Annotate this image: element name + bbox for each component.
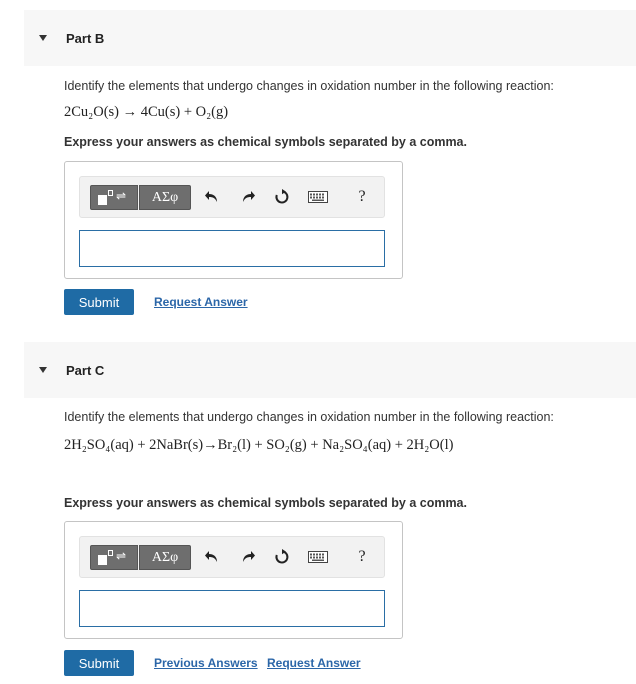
templates-icon <box>98 555 107 565</box>
part-c-title: Part C <box>66 362 105 378</box>
part-c-request-answer-link[interactable]: Request Answer <box>267 656 361 670</box>
part-c-previous-answers-link[interactable]: Previous Answers <box>154 656 258 670</box>
templates-icon-small-box <box>108 190 113 196</box>
part-c-prompt: Identify the elements that undergo changes in oxidation number in the following reaction: <box>64 410 554 424</box>
part-b-instruction: Express your answers as chemical symbols separated by a comma. <box>64 135 467 149</box>
part-b-answer-input[interactable] <box>79 230 385 267</box>
part-c-equation: 2H₂SO₄(aq) + 2NaBr(s)→Br₂(l) + SO₂(g) + Na₂SO₄(aq) + 2H₂O(l) <box>64 437 454 453</box>
caret-down-icon[interactable] <box>39 35 47 41</box>
templates-button[interactable] <box>90 185 138 210</box>
part-b-prompt: Identify the elements that undergo changes in oxidation number in the following reaction: <box>64 79 554 93</box>
part-c-instruction: Express your answers as chemical symbols separated by a comma. <box>64 496 467 510</box>
keyboard-icon[interactable] <box>308 187 328 207</box>
templates-icon <box>98 195 107 205</box>
templates-arrow-icon: ⇌ <box>116 189 127 203</box>
templates-arrow-icon: ⇌ <box>116 549 127 563</box>
part-b-request-answer-link[interactable]: Request Answer <box>154 295 248 309</box>
part-c-answer-input[interactable] <box>79 590 385 627</box>
part-c-answer-box <box>64 521 403 639</box>
help-icon[interactable]: ? <box>358 188 366 205</box>
part-c-submit-button[interactable]: Submit <box>64 650 134 676</box>
redo-icon[interactable] <box>238 547 258 567</box>
caret-down-icon[interactable] <box>39 367 47 373</box>
reset-icon[interactable] <box>272 547 292 567</box>
help-icon[interactable]: ? <box>358 548 366 565</box>
redo-icon[interactable] <box>238 187 258 207</box>
undo-icon[interactable] <box>202 187 222 207</box>
part-c-toolbar <box>79 536 385 578</box>
part-b-toolbar <box>79 176 385 218</box>
part-b-equation: 2Cu₂O(s) → 4Cu(s) + O₂(g) <box>64 104 229 120</box>
part-b-submit-button[interactable]: Submit <box>64 289 134 315</box>
undo-icon[interactable] <box>202 547 222 567</box>
keyboard-icon[interactable] <box>308 547 328 567</box>
part-b-header[interactable] <box>24 10 636 66</box>
templates-icon-small-box <box>108 550 113 556</box>
part-b-title: Part B <box>66 30 105 46</box>
reset-icon[interactable] <box>272 187 292 207</box>
greek-symbols-button[interactable]: ΑΣφ <box>139 545 191 570</box>
greek-symbols-button[interactable]: ΑΣφ <box>139 185 191 210</box>
templates-button[interactable] <box>90 545 138 570</box>
part-c-header[interactable] <box>24 342 636 398</box>
part-b-answer-box <box>64 161 403 279</box>
